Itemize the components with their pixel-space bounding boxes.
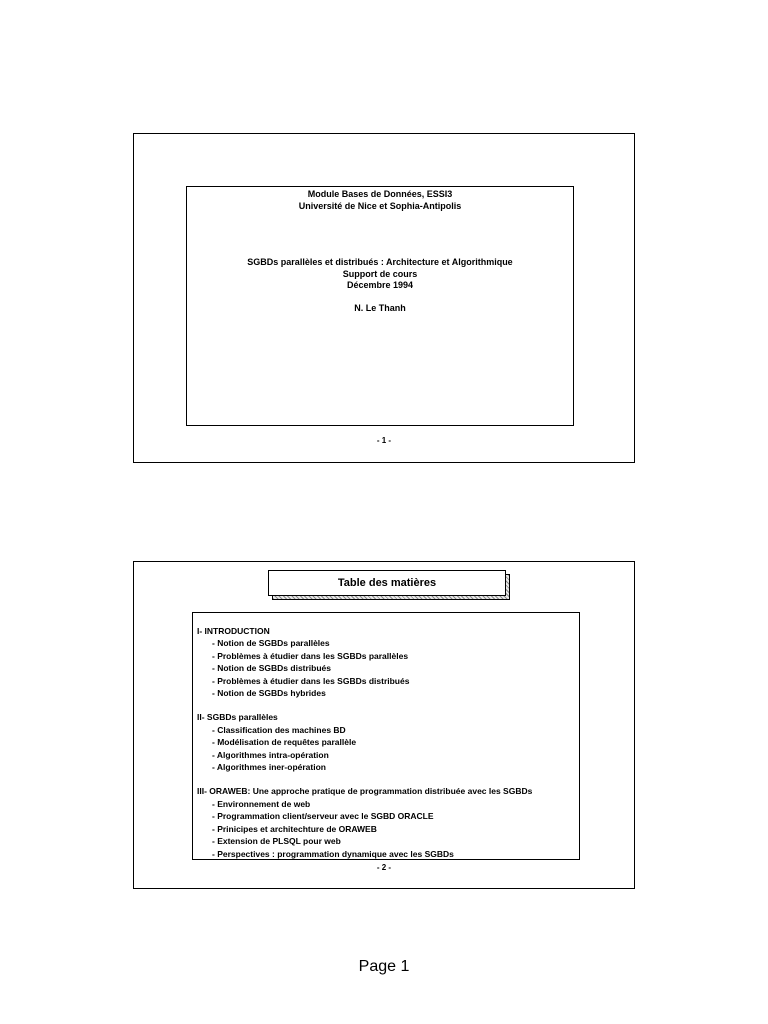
toc-section bbox=[197, 625, 579, 699]
toc-item: - Perspectives : programmation dynamique avec les SGBDs bbox=[212, 848, 454, 859]
support-line: Support de cours bbox=[342, 268, 418, 279]
toc-item: - Modélisation de requêtes parallèle bbox=[212, 737, 357, 748]
slide-page-number: - 1 - bbox=[376, 436, 392, 445]
toc-item: - Problèmes à étudier dans les SGBDs parallèles bbox=[212, 650, 409, 661]
slide-1 bbox=[133, 133, 635, 463]
toc-title-frame bbox=[268, 570, 510, 600]
toc-heading: I- INTRODUCTION bbox=[197, 626, 270, 636]
toc-item: - Notion de SGBDs parallèles bbox=[212, 638, 330, 649]
document-page-label: Page 1 bbox=[358, 958, 410, 975]
toc-item: - Extension de PLSQL pour web bbox=[212, 836, 341, 847]
toc-box bbox=[192, 612, 580, 860]
toc-item: - Notion de SGBDs distribués bbox=[212, 663, 332, 674]
slide-page-number: - 2 - bbox=[376, 863, 392, 872]
toc-item: - Prinicipes et architechture de ORAWEB bbox=[212, 823, 377, 834]
toc-heading: III- ORAWEB: Une approche pratique de programmation distribuée avec les SGBDs bbox=[197, 786, 533, 797]
toc-item: - Algorithmes iner-opération bbox=[212, 762, 326, 773]
course-title-line: SGBDs parallèles et distribués : Architecture et Algorithmique bbox=[247, 257, 513, 267]
toc-item: - Environnement de web bbox=[212, 798, 311, 809]
date-line: Décembre 1994 bbox=[346, 280, 414, 290]
course-line: Module Bases de Données, ESSI3 bbox=[307, 189, 453, 199]
slide-2 bbox=[133, 561, 635, 889]
title-page-box bbox=[186, 186, 574, 426]
toc-section bbox=[197, 785, 579, 859]
toc-item: - Programmation client/serveur avec le SGBD ORACLE bbox=[212, 811, 434, 822]
toc-item: - Problèmes à étudier dans les SGBDs distribués bbox=[212, 675, 410, 686]
toc-item: - Classification des machines BD bbox=[212, 724, 346, 735]
toc-heading: II- SGBDs parallèles bbox=[197, 712, 278, 723]
toc-item: - Algorithmes intra-opération bbox=[212, 749, 329, 760]
toc-title: Table des matières bbox=[268, 570, 506, 596]
toc-item: - Notion de SGBDs hybrides bbox=[212, 688, 326, 699]
university-line: Université de Nice et Sophia-Antipolis bbox=[298, 200, 462, 211]
toc-section bbox=[197, 711, 579, 773]
author-line: N. Le Thanh bbox=[354, 302, 406, 313]
